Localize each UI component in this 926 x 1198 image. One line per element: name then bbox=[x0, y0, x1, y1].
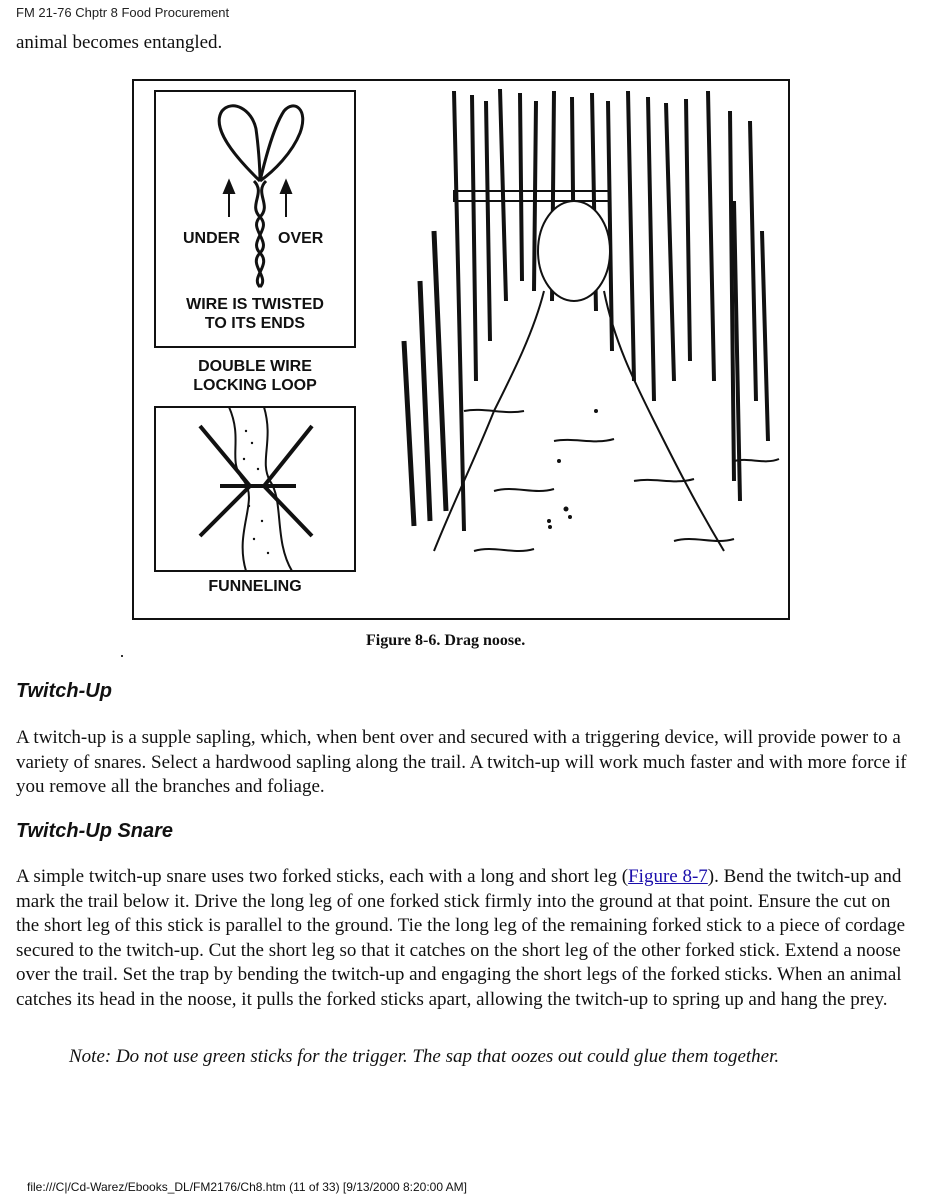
funneling-sticks bbox=[200, 426, 312, 536]
paragraph-text-part1: A simple twitch-up snare uses two forked sticks, each with a long and short leg ( bbox=[16, 866, 629, 887]
figure-8-7-link[interactable]: Figure 8-7 bbox=[628, 866, 708, 887]
locking-loop-title-line2: LOCKING LOOP bbox=[193, 377, 317, 394]
twist-label-line1: WIRE IS TWISTED bbox=[186, 296, 324, 313]
funneling-drawing bbox=[229, 407, 292, 571]
heading-twitch-up-snare: Twitch-Up Snare bbox=[16, 820, 174, 842]
figure-caption: Figure 8-6. Drag noose. bbox=[366, 632, 526, 649]
paragraph-twitch-up: A twitch-up is a supple sapling, which, when bent over and secured with a triggering device, will provide power to a variety of snares. Select a hardwood sapling along the trail. A twitch-up will work much faster and with more force if you remove all the branches and foliage. bbox=[16, 727, 907, 797]
page-header-title: FM 21-76 Chptr 8 Food Procurement bbox=[16, 5, 230, 20]
stray-dot bbox=[121, 655, 123, 657]
tunnel-dots bbox=[547, 409, 598, 529]
figure-drag-noose bbox=[132, 79, 790, 620]
under-label: UNDER bbox=[183, 230, 240, 247]
over-label: OVER bbox=[278, 230, 324, 247]
lead-text: animal becomes entangled. bbox=[16, 32, 223, 53]
locking-loop-drawing bbox=[219, 106, 303, 287]
paragraph-twitch-up-snare bbox=[16, 865, 916, 1012]
note-text: Note: Do not use green sticks for the trigger. The sap that oozes out could glue them together. bbox=[69, 1046, 780, 1067]
heading-twitch-up: Twitch-Up bbox=[16, 680, 112, 702]
figure-illustration bbox=[134, 81, 792, 622]
page-footer: file:///C|/Cd-Warez/Ebooks_DL/FM2176/Ch8.htm (11 of 33) [9/13/2000 8:20:00 AM] bbox=[27, 1180, 468, 1194]
funneling-panel bbox=[155, 407, 355, 571]
locking-loop-title-line1: DOUBLE WIRE bbox=[198, 358, 312, 375]
funneling-title: FUNNELING bbox=[208, 578, 302, 595]
twist-label-line2: TO ITS ENDS bbox=[204, 315, 306, 332]
paragraph-text-part2: ). Bend the twitch-up and mark the trail below it. Drive the long leg of one forked stick firmly into the ground at that point. Ensure the cut on the short leg of this stick is parallel to the ground. Tie the long leg of the remaining forked stick to a piece of cordage secured to the twitch-up. Cut the short leg so that it catches on the short leg of the other forked stick. Extend a noose over the trail. Set the trap by bending the twitch-up and engaging the short legs of the forked sticks. When an animal catches its head in the noose, it pulls the forked sticks apart, allowing the twitch-up to spring up and hang the prey. bbox=[16, 866, 906, 1010]
